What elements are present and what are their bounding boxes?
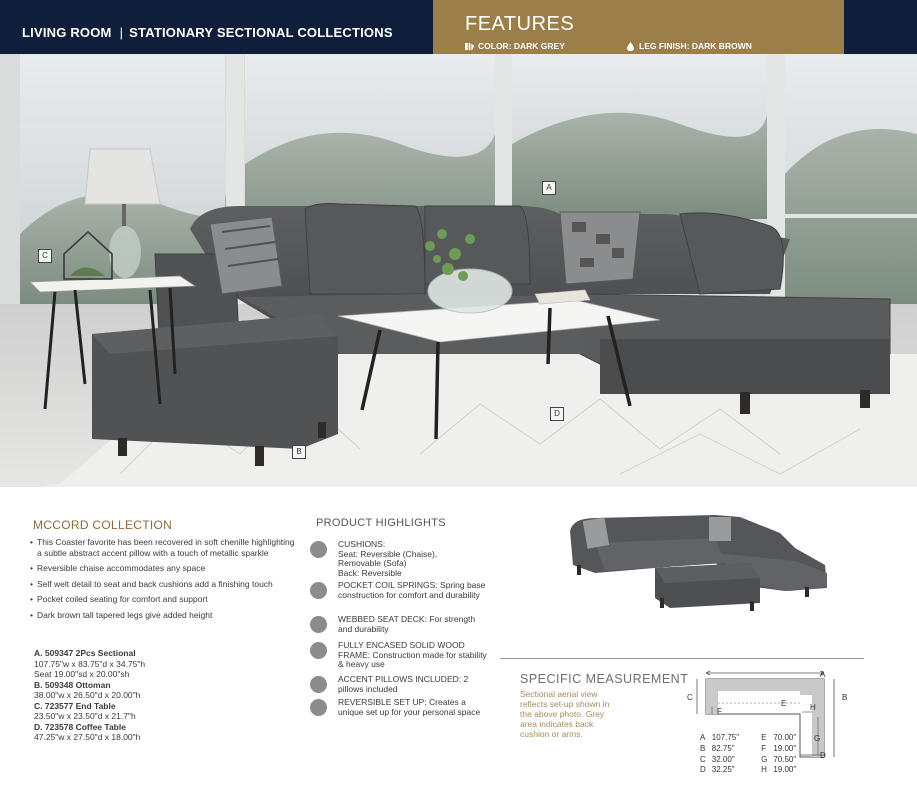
frame-icon — [310, 642, 327, 659]
dimension-table — [700, 733, 802, 776]
header-title — [22, 25, 393, 40]
drop-icon — [626, 42, 635, 51]
room-photo — [0, 54, 917, 487]
dim-value: 70.50" — [773, 754, 797, 764]
highlights-title: PRODUCT HIGHLIGHTS — [316, 517, 446, 529]
dim-key: E — [761, 733, 767, 742]
highlight-cushions: CUSHIONS: Seat: Reversible (Chaise), Removable (Sofa) Back: Reversible — [310, 540, 490, 582]
dim-label-a: A — [820, 670, 826, 679]
dim-value: 19.00" — [773, 743, 797, 753]
swatch-icon — [465, 42, 474, 51]
dim-label-h: H — [810, 703, 816, 712]
dim-value: 32.25" — [711, 765, 735, 775]
sku-sectional: A. 509347 2Pcs Sectional — [34, 648, 136, 658]
dim-value: 82.75" — [711, 743, 735, 753]
dim-key: A — [700, 733, 706, 742]
dim-label-b: B — [842, 693, 848, 702]
dim-key: G — [761, 754, 768, 764]
sku-end-table: C. 723577 End Table — [34, 700, 116, 711]
header-separator: | — [119, 25, 124, 40]
section-label: LIVING ROOM — [22, 25, 112, 40]
sku-dimension: 23.50"w x 23.50"d x 21.7"h — [34, 711, 136, 721]
callout-c: C — [38, 249, 52, 263]
sku-dimension: Seat 19.00"sd x 20.00"sh — [34, 669, 130, 679]
pillow-icon — [310, 676, 327, 693]
collection-bullets — [30, 537, 298, 625]
dim-key: C — [700, 754, 706, 764]
dim-label-d: D — [820, 751, 826, 760]
spring-icon — [310, 582, 327, 599]
sku-dimension: 107.75"w x 83.75"d x 34.75"h — [34, 658, 146, 669]
dim-value: 32.00" — [711, 754, 735, 764]
collection-title: MCCORD COLLECTION — [33, 518, 173, 532]
bullet-item: • Dark brown tall tapered legs give added height — [30, 610, 298, 621]
dim-label-g: G — [814, 734, 821, 743]
dim-value: 107.75" — [711, 733, 740, 742]
feature-leg-finish: LEG FINISH: DARK BROWN — [626, 41, 752, 51]
bullet-item: • Pocket coiled seating for comfort and support — [30, 594, 298, 605]
sku-list — [34, 648, 294, 743]
measurement-note: Sectional aerial view reflects set-up shown in the above photo. Grey area indicates back cushion or arms. — [520, 689, 610, 739]
dim-key: B — [700, 743, 706, 753]
setup-icon — [310, 699, 327, 716]
sku-dimension: 38.00"w x 26.50"d x 20.00"h — [34, 690, 141, 700]
sku-ottoman: B. 509348 Ottoman — [34, 679, 111, 690]
dim-label-c: C — [687, 693, 693, 702]
bullet-item: • Self welt detail to seat and back cushions add a finishing touch — [30, 579, 298, 590]
measurement-title: SPECIFIC MEASUREMENT — [520, 672, 689, 686]
dim-value: 70.00" — [773, 733, 797, 742]
callout-d: D — [550, 407, 564, 421]
dim-value: 19.00" — [773, 765, 797, 775]
sku-coffee-table: D. 723578 Coffee Table — [34, 721, 126, 732]
callout-b: B — [292, 445, 306, 459]
sku-dimension: 47.25"w x 27.50"d x 18.00"h — [34, 732, 141, 742]
dim-label-f: F — [717, 707, 722, 716]
feature-color: COLOR: DARK GREY — [465, 41, 565, 51]
webbing-icon — [310, 616, 327, 633]
bullet-item: • Reversible chaise accommodates any space — [30, 563, 298, 574]
cushion-icon — [310, 541, 327, 558]
bullet-item: • This Coaster favorite has been recovered in soft chenille highlighting a subtle abstract accent pillow with a touch of metallic sparkle — [30, 537, 298, 558]
callout-a: A — [542, 181, 556, 195]
dim-key: H — [761, 765, 767, 775]
living-room-scene — [0, 54, 917, 487]
dim-key: F — [761, 743, 766, 753]
subsection-label: STATIONARY SECTIONAL COLLECTIONS — [129, 25, 393, 40]
dim-key: D — [700, 765, 706, 775]
features-title: FEATURES — [465, 13, 575, 35]
dim-label-e: E — [781, 699, 787, 708]
sectional-product-image — [565, 503, 835, 628]
measurement-divider — [500, 658, 864, 659]
